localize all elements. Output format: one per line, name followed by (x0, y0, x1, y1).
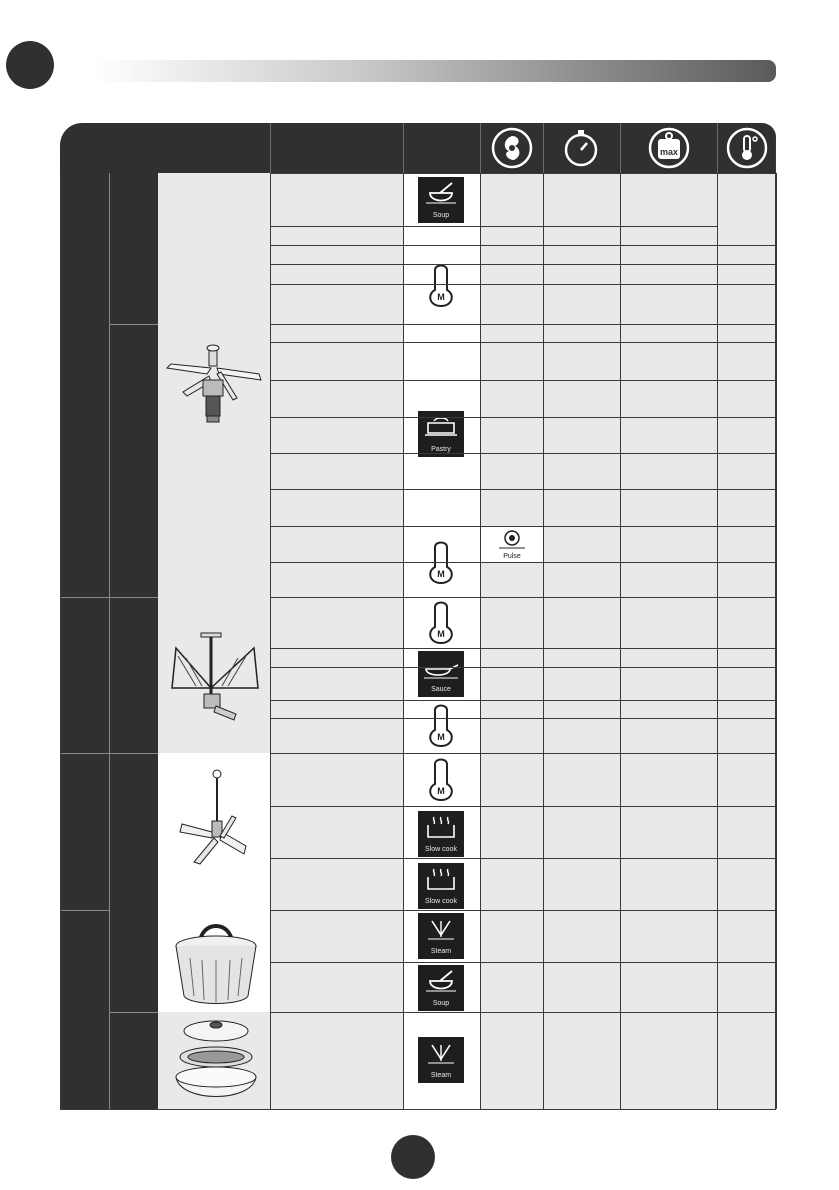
row-divider (270, 806, 776, 807)
table-row (270, 380, 776, 417)
soup-program-icon (418, 177, 464, 223)
max-label: max (659, 147, 679, 157)
slow-cook-label: Slow cook (425, 898, 457, 905)
row-divider (270, 417, 776, 418)
soup-label: Soup (432, 212, 450, 219)
row-divider (270, 526, 776, 527)
manual-temp-icon (423, 264, 459, 308)
max-load-icon (648, 127, 690, 169)
row-divider (270, 489, 776, 490)
sauce-program-icon (418, 651, 464, 697)
row-divider (270, 453, 776, 454)
table-row (270, 324, 776, 342)
manual-temp-icon (423, 601, 459, 645)
svg-text:M: M (437, 786, 445, 796)
row-divider (270, 380, 776, 381)
row-divider (270, 1012, 776, 1013)
pulse-icon (495, 528, 529, 560)
soup-label: Soup (432, 1000, 450, 1007)
column-divider (270, 173, 271, 1109)
table-row (270, 962, 776, 1012)
row-divider (270, 264, 776, 265)
table-row (270, 342, 776, 380)
timer-icon (560, 127, 602, 169)
row-divider (270, 700, 776, 701)
steam-program-icon (418, 913, 464, 959)
table-row (270, 245, 776, 264)
row-divider (270, 910, 776, 911)
kneading-blade-illustration (163, 340, 265, 430)
table-row (270, 700, 776, 718)
column-divider (403, 173, 404, 1109)
sauce-label: Sauce (431, 686, 451, 693)
steam-basket-illustration (170, 914, 262, 1008)
row-divider (270, 597, 776, 598)
row-divider (270, 648, 776, 649)
manual-temp-icon (423, 758, 459, 802)
header-separator (543, 123, 544, 173)
row-divider (270, 173, 776, 174)
svg-text:M: M (437, 292, 445, 302)
row-divider (270, 962, 776, 963)
svg-text:M: M (437, 569, 445, 579)
steam-label: Steam (430, 948, 452, 955)
merged-temp-cell (718, 174, 775, 244)
row-divider (270, 667, 776, 668)
header-separator (270, 123, 271, 173)
table-row (270, 1012, 776, 1109)
header-separator (480, 123, 481, 173)
subcategory-column (109, 173, 158, 1109)
header-separator (403, 123, 404, 173)
manual-temp-icon (423, 541, 459, 585)
steam-label: Steam (430, 1072, 452, 1079)
table-row (270, 667, 776, 700)
table-row (270, 173, 776, 226)
column-divider (480, 173, 481, 1109)
table-row (270, 284, 776, 324)
table-row (270, 226, 776, 245)
row-divider (270, 245, 776, 246)
speed-icon (491, 127, 533, 169)
column-divider (543, 173, 544, 1109)
row-divider (270, 753, 776, 754)
header-separator (717, 123, 718, 173)
table-row (270, 453, 776, 489)
header-separator (620, 123, 621, 173)
row-divider (270, 562, 776, 563)
svg-text:M: M (437, 629, 445, 639)
table-row (270, 264, 776, 284)
svg-text:M: M (437, 732, 445, 742)
table-row (270, 806, 776, 858)
row-divider (270, 858, 776, 859)
table-row (270, 648, 776, 667)
table-row (270, 753, 776, 806)
slow-cook-program-icon (418, 811, 464, 857)
table-row (270, 718, 776, 753)
row-divider (270, 324, 776, 325)
pulse-label: Pulse (503, 553, 521, 560)
slow-cook-label: Slow cook (425, 846, 457, 853)
table-row (270, 910, 776, 962)
row-divider (270, 718, 776, 719)
table-row (270, 489, 776, 526)
slow-cook-program-icon (418, 863, 464, 909)
whisk-illustration (166, 628, 264, 724)
manual-temp-icon (423, 704, 459, 748)
row-divider (270, 342, 776, 343)
category-column (60, 173, 109, 1109)
thermometer-icon (726, 127, 768, 169)
row-divider (270, 226, 776, 227)
table-row (270, 858, 776, 910)
table-row (270, 417, 776, 453)
table-row (270, 562, 776, 597)
pastry-label: Pastry (431, 446, 451, 453)
steam-program-icon (418, 1037, 464, 1083)
mixer-illustration (172, 766, 262, 876)
soup-program-icon (418, 965, 464, 1011)
column-divider (717, 173, 718, 1109)
row-divider (270, 284, 776, 285)
column-divider (776, 173, 777, 1109)
steamer-set-illustration (168, 1015, 264, 1107)
column-divider (620, 173, 621, 1109)
table-row (270, 597, 776, 648)
